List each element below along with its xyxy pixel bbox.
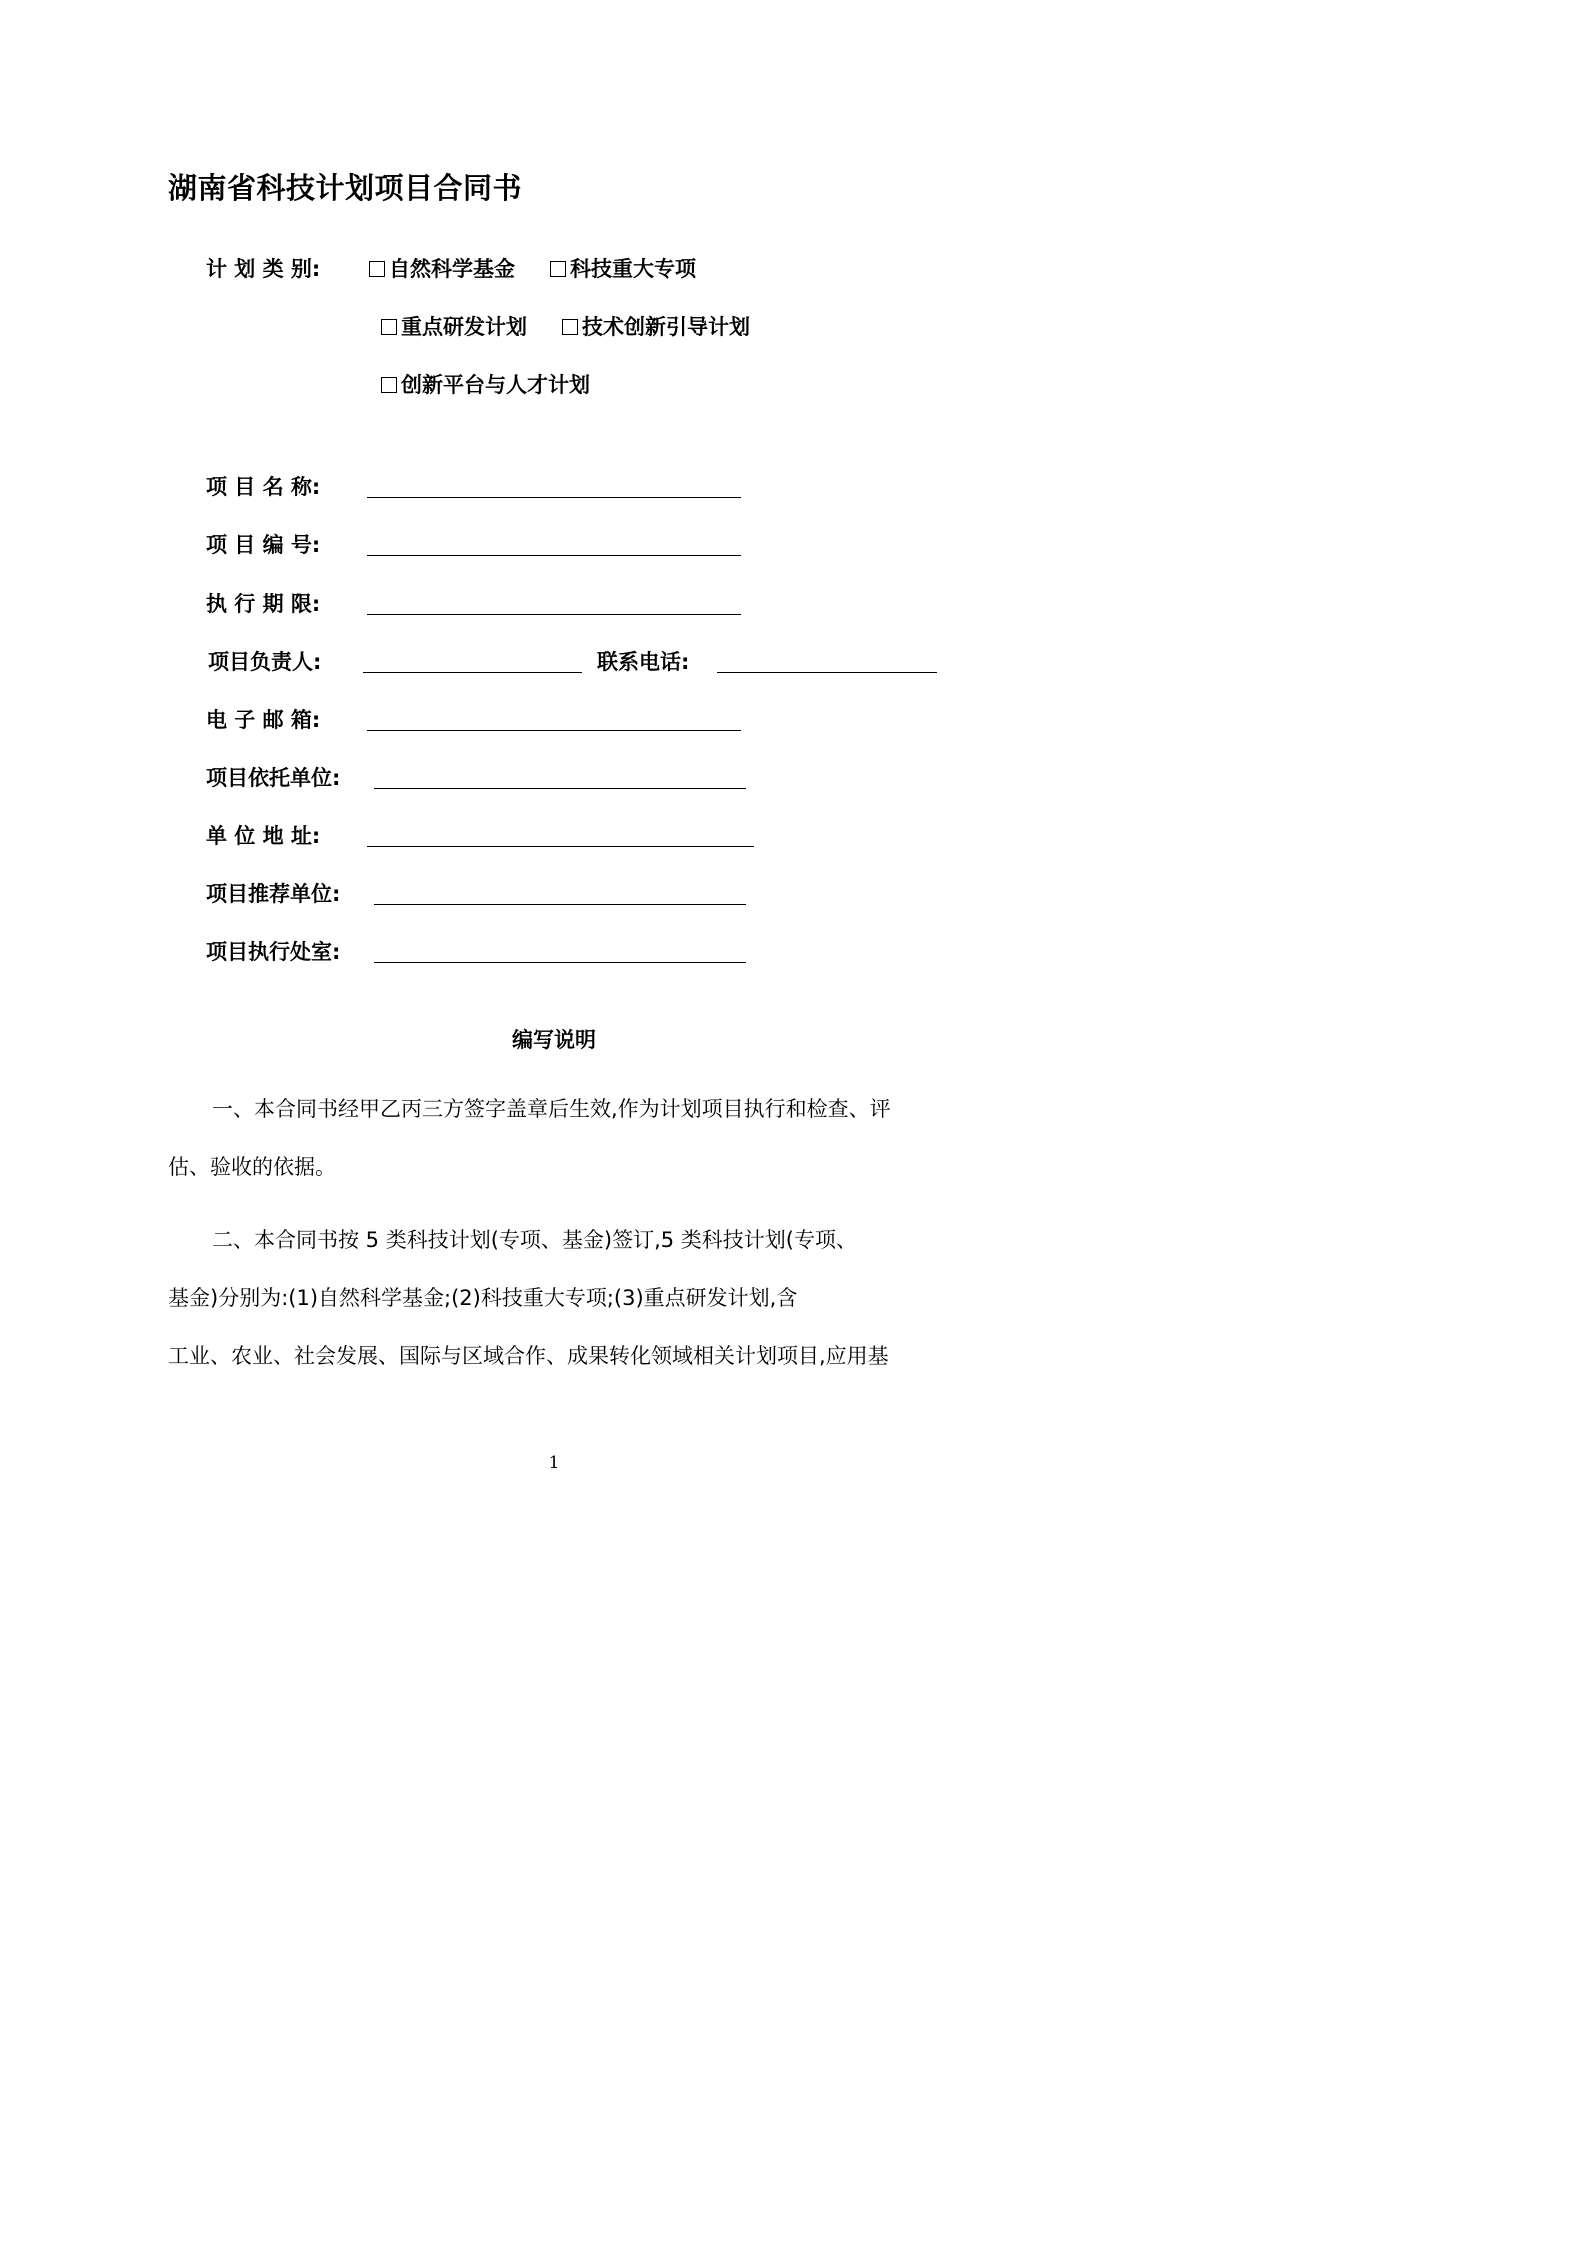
plan-option-innovation-guidance-plan[interactable]: 技术创新引导计划	[562, 311, 750, 341]
checkbox-icon[interactable]	[550, 261, 566, 277]
project-leader-field[interactable]	[363, 672, 582, 673]
paragraph-line: 估、验收的依据。	[168, 1155, 336, 1179]
document-title: 湖南省科技计划项目合同书	[168, 171, 523, 205]
plan-type-label: 计 划 类 别:	[206, 257, 321, 281]
checkbox-icon[interactable]	[381, 377, 397, 393]
paragraph-line: 一、本合同书经甲乙丙三方签字盖章后生效,作为计划项目执行和检查、评	[212, 1097, 891, 1121]
instructions-heading: 编写说明	[512, 1028, 596, 1052]
paragraph-line: 二、本合同书按 5 类科技计划(专项、基金)签订,5 类科技计划(专项、	[212, 1228, 857, 1252]
paragraph-line: 工业、农业、社会发展、国际与区域合作、成果转化领域相关计划项目,应用基	[168, 1344, 889, 1368]
project-name-field[interactable]	[367, 497, 741, 498]
email-label: 电 子 邮 箱:	[206, 708, 321, 732]
plan-option-platform-talent-plan[interactable]: 创新平台与人才计划	[381, 369, 590, 399]
project-leader-label: 项目负责人:	[208, 650, 322, 674]
executing-office-label: 项目执行处室:	[206, 940, 341, 964]
contact-phone-field[interactable]	[717, 672, 937, 673]
contact-phone-label: 联系电话:	[597, 650, 690, 674]
page-number: 1	[548, 1453, 560, 1473]
recommending-unit-label: 项目推荐单位:	[206, 882, 341, 906]
project-name-label: 项 目 名 称:	[206, 475, 321, 499]
host-unit-field[interactable]	[374, 788, 746, 789]
project-number-label: 项 目 编 号:	[206, 533, 321, 557]
execution-period-label: 执 行 期 限:	[206, 592, 321, 616]
project-number-field[interactable]	[367, 555, 741, 556]
recommending-unit-field[interactable]	[374, 904, 746, 905]
plan-option-key-rd-plan[interactable]: 重点研发计划	[381, 311, 527, 341]
executing-office-field[interactable]	[374, 962, 746, 963]
host-unit-label: 项目依托单位:	[206, 766, 341, 790]
plan-option-natural-science-fund[interactable]: 自然科学基金	[369, 253, 515, 283]
execution-period-field[interactable]	[367, 614, 741, 615]
plan-option-major-special-project[interactable]: 科技重大专项	[550, 253, 696, 283]
email-field[interactable]	[367, 730, 741, 731]
checkbox-icon[interactable]	[381, 319, 397, 335]
paragraph-line: 基金)分别为:(1)自然科学基金;(2)科技重大专项;(3)重点研发计划,含	[168, 1286, 798, 1310]
unit-address-field[interactable]	[367, 846, 754, 847]
checkbox-icon[interactable]	[369, 261, 385, 277]
unit-address-label: 单 位 地 址:	[206, 824, 321, 848]
instructions-paragraph-2	[168, 1211, 944, 1385]
instructions-paragraph-1	[168, 1080, 944, 1196]
checkbox-icon[interactable]	[562, 319, 578, 335]
